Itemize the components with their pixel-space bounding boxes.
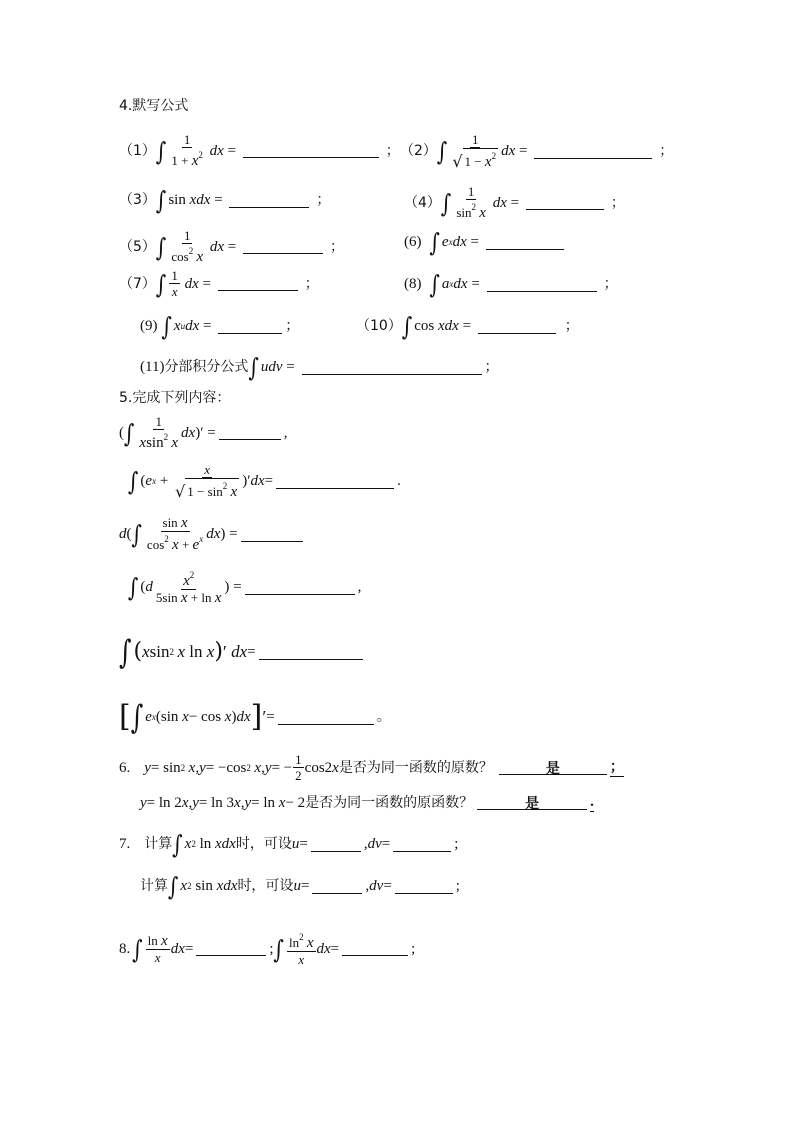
separator: ；: [304, 275, 319, 292]
integral-sign: ∫: [119, 633, 132, 671]
answer-blank[interactable]: [243, 239, 323, 254]
fraction: $\frac{1}{\cos^2 x}$: [171, 228, 204, 265]
problem-7-line-1: 7. 计算 ∫ x 2 ln xdx 时，可设 u = , dv = ;: [119, 829, 459, 859]
item-label: （7）: [119, 275, 156, 292]
integral-sign: ∫: [155, 231, 167, 262]
integral-sign: ∫: [155, 185, 167, 215]
answer-blank[interactable]: [478, 319, 556, 334]
formula-1: （1） ∫ $\frac{1}{1 + x^2}$ dx = ；: [119, 132, 400, 169]
problem-5a: ( ∫ $\frac{1}{xsin^2 x}$ dx )′ = ,: [119, 414, 288, 451]
separator: ；: [484, 359, 499, 375]
problem-5c: d ( ∫ $\frac{\text{sin x}}{\cos^2 x + e^x}$ dx ) =: [119, 515, 306, 553]
problem-number: 6.: [119, 759, 131, 776]
integral-sign: ∫: [248, 352, 259, 382]
integral-sign: ∫: [124, 417, 135, 448]
separator: ；: [603, 276, 618, 292]
formula-10: （10） ∫ cos xdx = ；: [356, 311, 579, 341]
item-label: （2）: [400, 143, 437, 159]
separator: ；: [564, 318, 579, 334]
item-label: (9): [140, 318, 158, 334]
formula-7: （7） ∫ $\frac{1}{x}$ dx = ；: [119, 268, 319, 299]
answer-blank[interactable]: [196, 941, 266, 956]
answer-blank[interactable]: [219, 425, 281, 440]
fraction: $\frac{\text{ln x}}{x}$: [147, 932, 168, 965]
answer-blank[interactable]: [311, 837, 361, 852]
answer-blank[interactable]: [229, 193, 309, 208]
answer-blank[interactable]: [241, 527, 303, 542]
formula-4: （4） ∫ $\frac{1}{\sin^2 x}$ dx = ；: [404, 184, 625, 221]
answer-blank[interactable]: [302, 360, 482, 375]
answer-blank[interactable]: [393, 837, 451, 852]
answer-blank[interactable]: [278, 710, 374, 725]
answer-blank[interactable]: [342, 941, 408, 956]
item-label: (6): [404, 234, 422, 250]
integral-sign: ∫: [131, 519, 142, 549]
item-label: (11): [140, 359, 165, 375]
problem-5f: [ ∫ e x (sin x − cos x ) dx ] ′ = 。: [119, 698, 391, 736]
fraction: $\frac{1}{1 + x^2}$: [171, 132, 203, 169]
fraction: $\frac{1}{\sin^2 x}$: [456, 184, 486, 221]
calc-label: 计算: [144, 836, 173, 852]
problem-5b: ∫ ( e x + x √ $1 - \sin^2 x$ )′ dx = .: [128, 462, 401, 501]
answer-filled: 是: [477, 795, 587, 810]
answer-filled: 是: [499, 760, 607, 775]
item-label: （5）: [119, 238, 156, 255]
problem-number: 7.: [119, 836, 131, 852]
item-label: （1）: [119, 142, 156, 159]
item-label: (8): [404, 276, 422, 292]
integral-sign: ∫: [168, 871, 179, 901]
answer-blank[interactable]: [486, 235, 564, 250]
integral-sign: ∫: [155, 268, 167, 299]
integral-sign: ∫: [401, 311, 413, 341]
fraction: $\frac{1}{xsin^2 x}$: [139, 414, 179, 451]
formula-5: （5） ∫ $\frac{1}{\cos^2 x}$ dx = ；: [119, 228, 344, 265]
fraction: 1 √ $1 - x^2$: [452, 132, 497, 171]
integral-sign: ∫: [130, 698, 144, 736]
problem-7-line-2: 计算 ∫ x 2 sin xdx 时，可设 u = , dv = ;: [140, 871, 460, 901]
integral-sign: ∫: [273, 933, 284, 964]
answer-blank[interactable]: [218, 319, 282, 334]
item-label: （3）: [119, 192, 156, 208]
answer-blank[interactable]: [526, 195, 604, 210]
section-4-title: [119, 97, 188, 115]
integral-sign: ∫: [429, 269, 440, 299]
assume-label: 时，可设: [235, 836, 292, 852]
integral-sign: ∫: [132, 933, 143, 964]
formula-2: （2） ∫ 1 √ $1 - x^2$ dx = ；: [400, 132, 674, 171]
separator: ；: [385, 142, 400, 159]
integration-by-parts-label: 分部积分公式: [164, 359, 249, 375]
integral-sign: ∫: [429, 227, 440, 257]
formula-11: (11) 分部积分公式 ∫ udv = ；: [140, 352, 499, 382]
formula-8: (8) ∫ a x dx = ；: [404, 269, 618, 299]
answer-blank[interactable]: [312, 879, 362, 894]
problem-5d: ∫ ( d $\frac{x^2}{\text{5sin x + ln x}}$ ) = ,: [128, 570, 362, 606]
problem-number: 8.: [119, 940, 131, 957]
integral-sign: ∫: [155, 135, 167, 166]
formula-3: （3） ∫ sin xdx = ；: [119, 185, 331, 215]
answer-blank[interactable]: [259, 645, 363, 660]
integral-sign: ∫: [161, 311, 172, 341]
separator: ;: [455, 878, 460, 894]
answer-blank[interactable]: [218, 276, 298, 291]
section-5-title-text: 5.完成下列内容：: [119, 390, 231, 406]
integral-sign: ∫: [128, 572, 139, 602]
fraction: $\frac{x^2}{\text{5sin x + ln x}}$: [155, 570, 222, 606]
section-4-title-text: 4.默写公式: [119, 98, 189, 114]
separator: ;: [454, 836, 459, 852]
question-text: 是否为同一函数的原函数？: [305, 794, 474, 811]
separator: ；: [659, 143, 674, 159]
fraction: x √ $1 - \sin^2 x$: [175, 462, 238, 501]
fraction: $\frac{1}{2}$: [295, 752, 302, 783]
problem-8: 8. ∫ $\frac{\text{ln x}}{x}$ dx = ; ∫ $\frac{\ln^2 x}{x}$ dx = ;: [119, 932, 416, 967]
answer-blank[interactable]: [276, 474, 394, 489]
separator: ；: [330, 238, 344, 255]
answer-blank[interactable]: [245, 580, 355, 595]
problem-5e: ∫ ( x sin 2 x ln x ) ′ dx =: [119, 640, 366, 664]
answer-blank[interactable]: [534, 144, 652, 159]
integral-sign: ∫: [172, 829, 183, 859]
fraction: $\frac{\ln^2 x}{x}$: [288, 932, 314, 967]
problem-6-line-1: 6. y = sin 2 x , y = −cos 2 x , y = − $\frac{1}{2}$ cos2 x 是否为同一函数的原数？ 是 ；: [119, 752, 624, 783]
separator: ；: [285, 318, 300, 334]
answer-blank[interactable]: [395, 879, 453, 894]
question-text: 是否为同一函数的原数？: [338, 759, 493, 776]
integral-sign: ∫: [436, 136, 448, 166]
fraction: $\frac{1}{x}$: [171, 268, 178, 299]
answer-blank[interactable]: [243, 143, 379, 158]
section-5-title: [119, 389, 230, 407]
separator: ；: [316, 192, 331, 208]
assume-label: 时，可设: [237, 878, 294, 894]
item-label: （10）: [356, 318, 402, 334]
answer-blank[interactable]: [487, 277, 597, 292]
separator: ；: [610, 194, 625, 211]
integral-sign: ∫: [440, 187, 452, 218]
integral-sign: ∫: [128, 466, 139, 496]
problem-6-line-2: y = ln 2 x , y = ln 3 x , y = ln x − 2 是否为同一函数的原函数？ 是 .: [140, 794, 594, 812]
calc-label: 计算: [140, 878, 168, 894]
separator: .: [590, 794, 594, 810]
separator: ；: [609, 759, 624, 775]
formula-6: (6) ∫ e x dx =: [404, 232, 567, 252]
item-label: （4）: [404, 194, 441, 211]
fraction: $\frac{\text{sin x}}{\cos^2 x + e^x}$: [146, 515, 204, 553]
formula-9: (9) ∫ x u dx = ；: [140, 311, 300, 341]
